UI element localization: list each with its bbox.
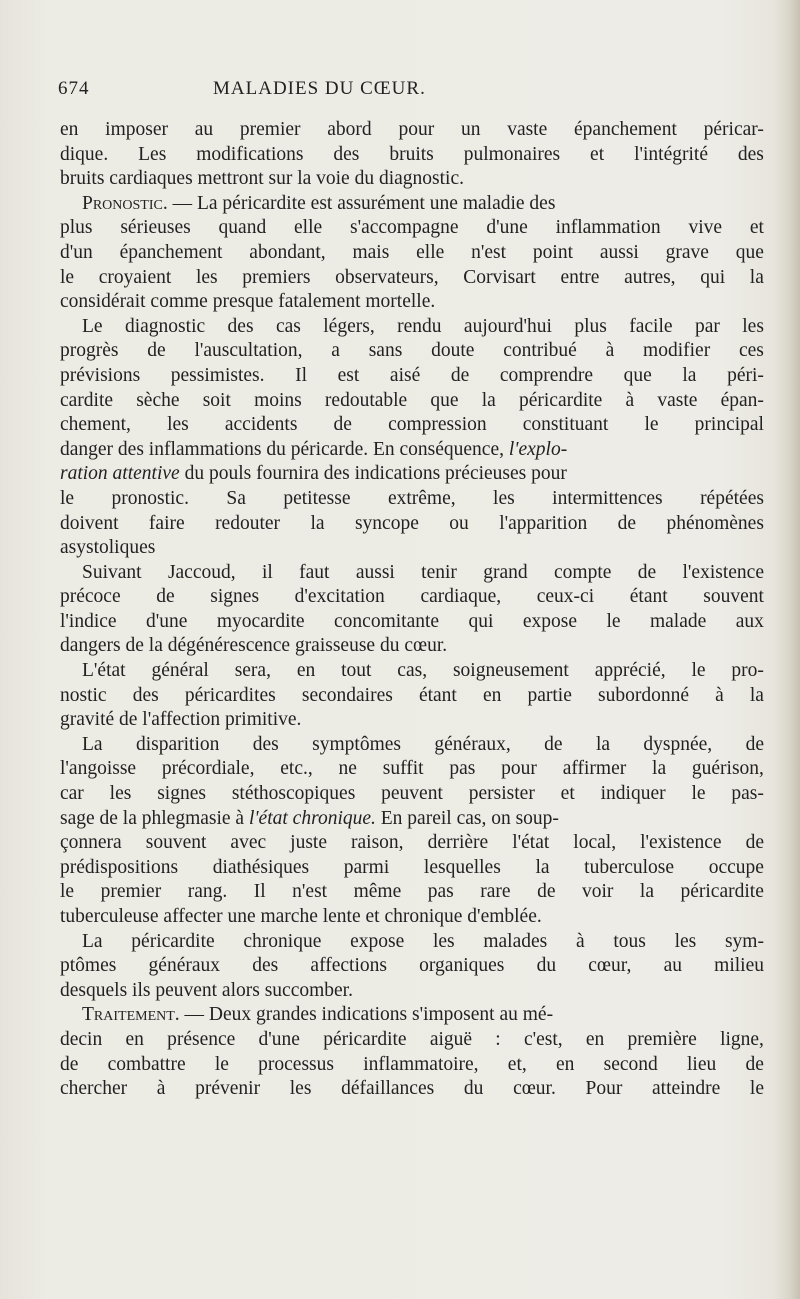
text-line: sage de la phlegmasie à l'état chronique. En pareil cas, on soup-: [60, 807, 559, 829]
text-line: car les signes stéthoscopiques peuvent persister et indiquer le pas-: [60, 783, 764, 805]
text-line: decin en présence d'une péricardite aiguë : c'est, en première ligne,: [60, 1028, 764, 1050]
text-line: en imposer au premier abord pour un vaste épanchement péricar-: [60, 119, 764, 140]
text-line: dangers de la dégénérescence graisseuse du cœur.: [60, 635, 448, 657]
text-line: L'état général sera, en tout cas, soigneusement apprécié, le pro-: [82, 660, 764, 682]
body-text: [60, 118, 764, 1102]
section-heading-pronostic: Pronostic.: [82, 192, 168, 214]
text-line: de combattre le processus inflammatoire, et, en second lieu de: [60, 1053, 764, 1075]
text-line: plus sérieuses quand elle s'accompagne d'une inflammation vive et: [60, 217, 764, 239]
text-line: Traitement. — Deux grandes indications s'imposent au mé-: [60, 1003, 764, 1028]
page-number: 674: [58, 78, 90, 99]
text-line: nostic des péricardites secondaires étant en partie subordonné à la: [60, 684, 764, 706]
text-line: bruits cardiaques mettront sur la voie du diagnostic.: [60, 168, 464, 190]
running-title: MALADIES DU CŒUR.: [213, 78, 426, 99]
text-line: chercher à prévenir les défaillances du cœur. Pour atteindre le: [60, 1078, 764, 1100]
text-line: desquels ils peuvent alors succomber.: [60, 979, 353, 1001]
text-line: le croyaient les premiers observateurs, Corvisart entre autres, qui la: [60, 266, 764, 288]
text-line: cardite sèche soit moins redoutable que la péricardite à vaste épan-: [60, 389, 764, 411]
text-line: La disparition des symptômes généraux, de la dyspnée, de: [82, 733, 764, 755]
text-line: prévisions pessimistes. Il est aisé de comprendre que la péri-: [60, 364, 764, 386]
text-line: chement, les accidents de compression constituant le principal: [60, 414, 764, 436]
text-line: Suivant Jaccoud, il faut aussi tenir grand compte de l'existence: [82, 561, 764, 583]
text-line: Le diagnostic des cas légers, rendu aujourd'hui plus facile par les: [82, 315, 764, 337]
text-line: çonnera souvent avec juste raison, derrière l'état local, l'existence de: [60, 832, 764, 854]
text-line: l'indice d'une myocardite concomitante qui expose le malade aux: [60, 610, 764, 632]
text-line: danger des inflammations du péricarde. En conséquence, l'explo-: [60, 438, 568, 460]
text-line: le premier rang. Il n'est même pas rare de voir la péricardite: [60, 881, 764, 903]
text-line: le pronostic. Sa petitesse extrême, les intermittences répétées: [60, 487, 764, 509]
text-line: ration attentive du pouls fournira des indications précieuses pour: [60, 463, 567, 485]
text-line: considérait comme presque fatalement mortelle.: [60, 291, 436, 313]
text-line: Pronostic. — La péricardite est assurément une maladie des: [60, 192, 764, 217]
text-line: prédispositions diathésiques parmi lesquelles la tuberculose occupe: [60, 856, 764, 878]
text-line: doivent faire redouter la syncope ou l'apparition de phénomènes: [60, 512, 764, 534]
section-heading-traitement: Traitement.: [82, 1004, 180, 1026]
text-line: d'un épanchement abondant, mais elle n'est point aussi grave que: [60, 241, 764, 263]
text-line: asystoliques: [60, 537, 156, 559]
text-line: tuberculeuse affecter une marche lente et chronique d'emblée.: [60, 906, 542, 927]
text-line: La péricardite chronique expose les malades à tous les sym-: [82, 930, 764, 952]
text-line: dique. Les modifications des bruits pulmonaires et l'intégrité des: [60, 143, 764, 165]
text-line: précoce de signes d'excitation cardiaque, ceux-ci étant souvent: [60, 586, 764, 608]
running-head: [58, 78, 758, 104]
page-edge-shadow: [774, 0, 800, 1299]
text-line: progrès de l'auscultation, a sans doute contribué à modifier ces: [60, 340, 764, 362]
text-line: l'angoisse précordiale, etc., ne suffit pas pour affirmer la guérison,: [60, 758, 764, 780]
text-line: ptômes généraux des affections organiques du cœur, au milieu: [60, 955, 764, 977]
text-line: gravité de l'affection primitive.: [60, 709, 302, 731]
